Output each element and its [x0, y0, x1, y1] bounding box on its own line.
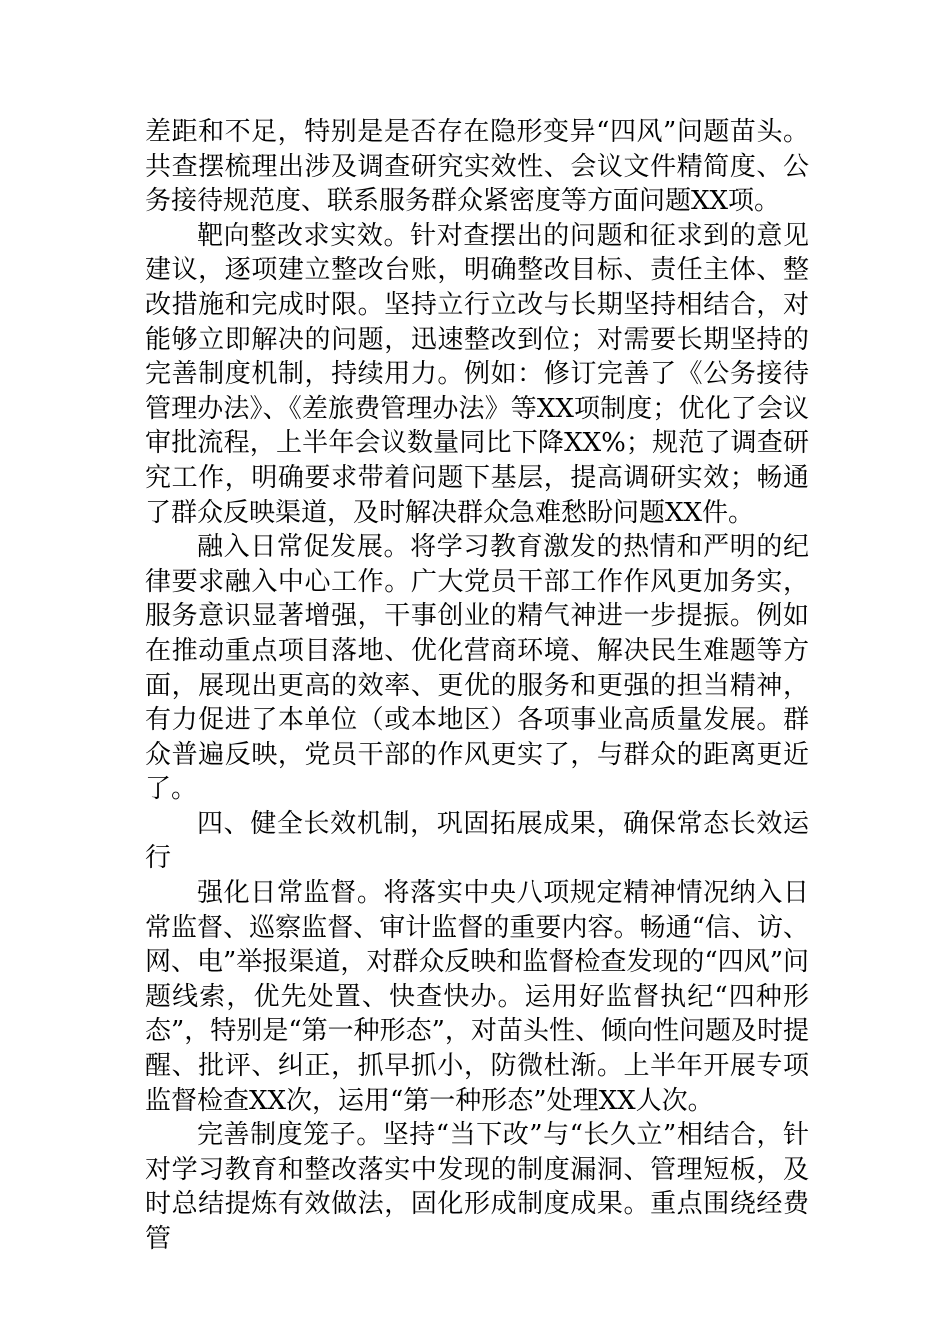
paragraph-strengthen-supervision: 强化日常监督。将落实中央八项规定精神情况纳入日常监督、巡察监督、审计监督的重要内容。畅通“信、访、网、电”举报渠道，对群众反映和监督检查发现的“四风”问题线索，优先处置、快查快办。运用好监督执纪“四种形态”，特别是“第一种形态”，对苗头性、倾向性问题及时提醒、批评、纠正，抓早抓小，防微杜渐。上半年开展专项监督检查XX次，运用“第一种形态”处理XX人次。 [145, 878, 809, 1116]
section-heading-four: 四、健全长效机制，巩固拓展成果，确保常态长效运行 [145, 808, 809, 874]
paragraph-continuation: 差距和不足，特别是是否存在隐形变异“四风”问题苗头。共查摆梳理出涉及调查研究实效性、会议文件精简度、公务接待规范度、联系服务群众紧密度等方面问题XX项。 [145, 117, 809, 217]
paragraph-improve-system: 完善制度笼子。坚持“当下改”与“长久立”相结合，针对学习教育和整改落实中发现的制度漏洞、管理短板，及时总结提炼有效做法，固化形成制度成果。重点围绕经费管 [145, 1120, 809, 1254]
document-body [145, 115, 809, 1257]
paragraph-integrate-daily-work: 融入日常促发展。将学习教育激发的热情和严明的纪律要求融入中心工作。广大党员干部工作作风更加务实，服务意识显著增强，干事创业的精气神进一步提振。例如在推动重点项目落地、优化营商环境、解决民生难题等方面，展现出更高的效率、更优的服务和更强的担当精神，有力促进了本单位（或本地区）各项事业高质量发展。群众普遍反映，党员干部的作风更实了，与群众的距离更近了。 [145, 532, 809, 805]
paragraph-targeted-rectification: 靶向整改求实效。针对查摆出的问题和征求到的意见建议，逐项建立整改台账，明确整改目标、责任主体、整改措施和完成时限。坚持立行立改与长期坚持相结合，对能够立即解决的问题，迅速整改到位；对需要长期坚持的完善制度机制，持续用力。例如：修订完善了《公务接待管理办法》、《差旅费管理办法》等XX项制度；优化了会议审批流程，上半年会议数量同比下降XX%；规范了调查研究工作，明确要求带着问题下基层，提高调研实效；畅通了群众反映渠道，及时解决群众急难愁盼问题XX件。 [145, 220, 809, 528]
